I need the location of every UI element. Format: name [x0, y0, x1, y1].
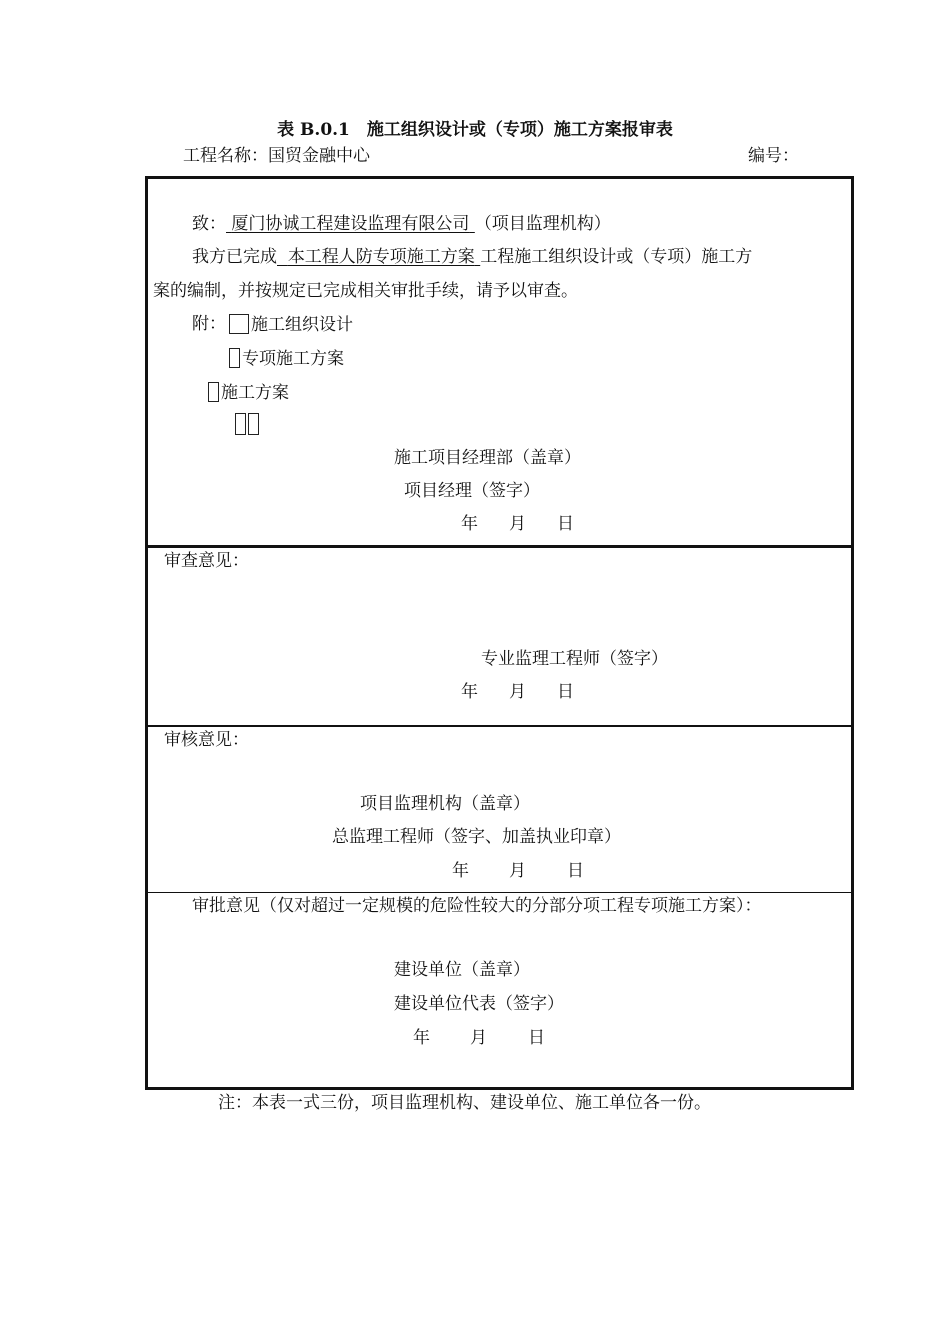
date-day: 日	[528, 1028, 545, 1048]
addressee-suffix: （项目监理机构）	[474, 214, 611, 234]
rep-sign-label: 建设单位代表（签字）	[394, 994, 564, 1014]
date-year: 年	[413, 1028, 430, 1048]
checkbox-icon[interactable]	[229, 314, 249, 334]
attachment-option-1[interactable]	[229, 314, 353, 334]
date-day: 日	[557, 682, 574, 702]
date-day: 日	[557, 514, 574, 534]
divider-2	[145, 725, 854, 727]
attachment-option-3[interactable]	[208, 382, 289, 402]
org-stamp-label: 项目监理机构（盖章）	[360, 794, 530, 814]
divider-1	[145, 545, 854, 548]
date-month: 月	[509, 514, 526, 534]
dept-stamp-label: 施工项目经理部（盖章）	[394, 448, 581, 468]
review-opinion-label: 审查意见：	[164, 551, 249, 571]
approval-opinion-label: 审批意见（仅对超过一定规模的危险性较大的分部分项工程专项施工方案）：	[192, 896, 762, 916]
attachment-label-3: 施工方案	[221, 383, 289, 403]
completion-prefix: 我方已完成	[192, 247, 277, 267]
attachment-label-1: 施工组织设计	[251, 315, 353, 335]
addressee-prefix: 致：	[192, 214, 226, 234]
date-year: 年	[452, 861, 469, 881]
date-year: 年	[461, 514, 478, 534]
footer-note: 注：本表一式三份，项目监理机构、建设单位、施工单位各一份。	[218, 1093, 711, 1113]
form-title: 表 B.0.1 施工组织设计或（专项）施工方案报审表	[277, 120, 673, 140]
completion-line	[192, 249, 752, 266]
divider-3	[145, 892, 854, 893]
engineer-sign-label: 专业监理工程师（签字）	[481, 649, 668, 669]
unit-stamp-label: 建设单位（盖章）	[394, 960, 530, 980]
date-month: 月	[509, 861, 526, 881]
checkbox-icon[interactable]	[208, 382, 219, 402]
plan-name-field[interactable]	[277, 247, 480, 267]
audit-opinion-label: 审核意见：	[164, 730, 249, 750]
addressee-line	[192, 216, 611, 233]
checkbox-icon[interactable]	[248, 413, 259, 435]
addressee-name[interactable]	[226, 214, 475, 234]
date-month: 月	[470, 1028, 487, 1048]
addressee-name-text: 厦门协诚工程建设监理有限公司	[231, 214, 470, 234]
form-number-label: 编号：	[748, 146, 799, 166]
checkbox-icon[interactable]	[235, 413, 246, 435]
date-month: 月	[509, 682, 526, 702]
attachment-option-2[interactable]	[229, 348, 344, 368]
completion-suffix: 工程施工组织设计或（专项）施工方	[480, 247, 753, 267]
checkbox-icon[interactable]	[229, 348, 240, 368]
completion-line-2: 案的编制，并按规定已完成相关审批手续，请予以审查。	[153, 281, 578, 301]
manager-sign-label: 项目经理（签字）	[404, 481, 540, 501]
chief-sign-label: 总监理工程师（签字、加盖执业印章）	[332, 827, 621, 847]
date-year: 年	[461, 682, 478, 702]
attachment-label-2: 专项施工方案	[242, 349, 344, 369]
project-name: 工程名称：国贸金融中心	[183, 146, 370, 166]
extra-checkboxes	[235, 413, 261, 435]
plan-name-text: 本工程人防专项施工方案	[287, 247, 475, 267]
date-day: 日	[567, 861, 584, 881]
attachments-label: 附：	[192, 314, 226, 334]
